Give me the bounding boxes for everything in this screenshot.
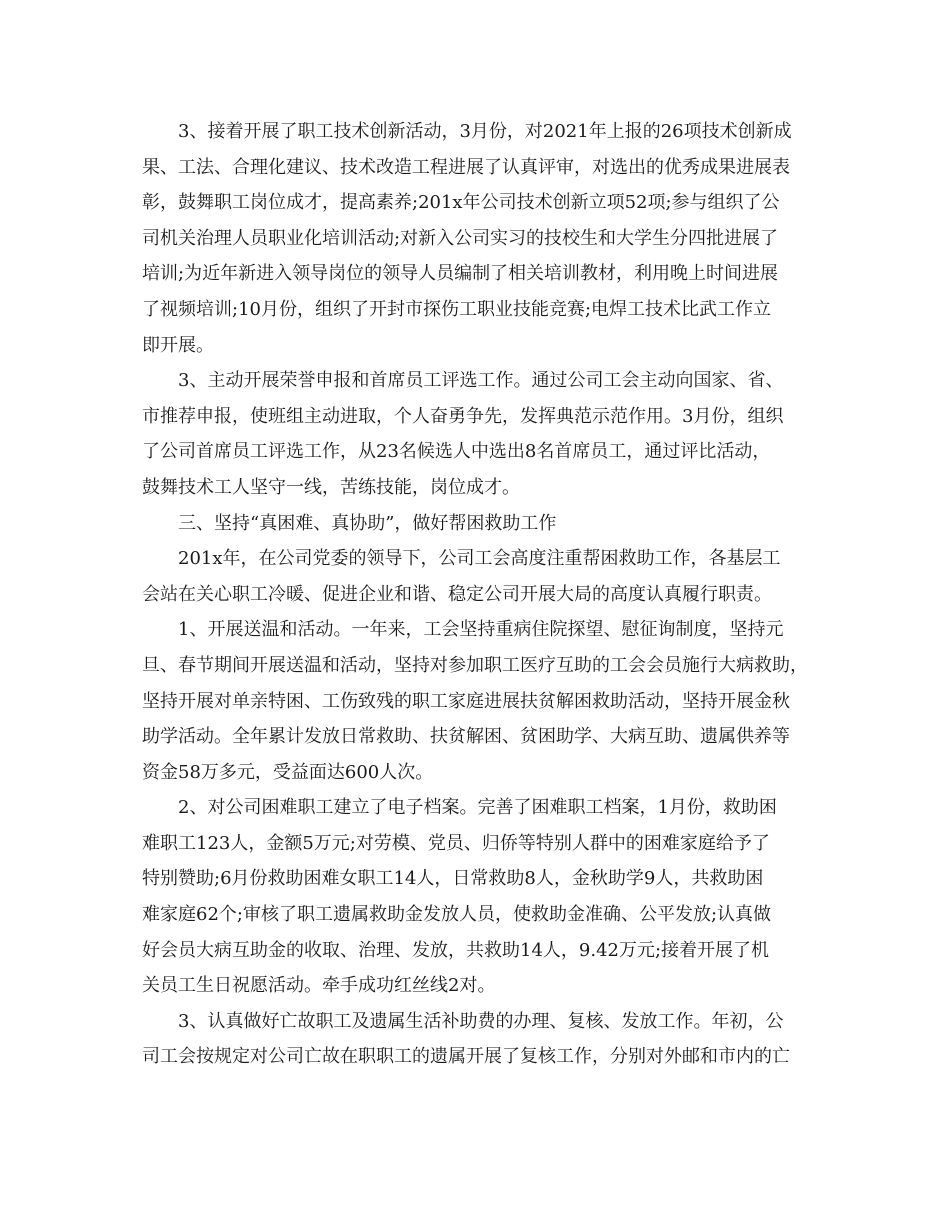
text-line: 201x年，在公司党委的领导下，公司工会高度注重帮困救助工作，各基层工 — [178, 548, 781, 570]
document-body — [142, 114, 808, 1075]
text-line: 培训;为近年新进入领导岗位的领导人员编制了相关培训教材，利用晚上时间进展 — [142, 263, 779, 285]
text-line: 2、对公司困难职工建立了电子档案。完善了困难职工档案，1月份，救助困 — [178, 797, 777, 819]
text-line: 难家庭62个;审核了职工遗属救助金发放人员，使救助金准确、公平发放;认真做 — [142, 904, 772, 926]
paragraph-warmth-activities — [142, 612, 808, 790]
paragraph-deceased-subsidy — [142, 1004, 808, 1075]
text-line: 坚持开展对单亲特困、工伤致残的职工家庭进展扶贫解困救助活动，坚持开展金秋 — [142, 690, 790, 712]
text-line: 彰，鼓舞职工岗位成才，提高素养;201x年公司技术创新立项52项;参与组织了公 — [142, 192, 780, 214]
section-heading-assistance — [142, 506, 808, 542]
paragraph-tech-innovation — [142, 114, 808, 363]
text-line: 旦、春节期间开展送温和活动，坚持对参加职工医疗互助的工会会员施行大病救助， — [142, 654, 808, 676]
text-line: 了公司首席员工评选工作，从23名候选人中选出8名首席员工，通过评比活动， — [142, 441, 771, 463]
text-line: 即开展。 — [142, 334, 214, 356]
text-line: 关员工生日祝愿活动。牵手成功红丝线2对。 — [142, 975, 496, 997]
text-line: 特别赞助;6月份救助困难女职工14人，日常救助8人，金秋助学9人，共救助困 — [142, 868, 764, 890]
text-line: 司机关治理人员职业化培训活动;对新入公司实习的技校生和大学生分四批进展了 — [142, 227, 779, 249]
text-line: 难职工123人，金额5万元;对劳模、党员、归侨等特别人群中的困难家庭给予了 — [142, 832, 770, 854]
text-line: 3、接着开展了职工技术创新活动，3月份，对2021年上报的26项技术创新成 — [178, 121, 792, 142]
paragraph-assistance-intro — [142, 541, 808, 612]
text-line: 了视频培训;10月份，组织了开封市探伤工职业技能竞赛;电焊工技术比武工作立 — [142, 298, 772, 320]
text-line: 会站在关心职工冷暖、促进企业和谐、稳定公司开展大局的高度认真履行职责。 — [142, 583, 772, 605]
paragraph-electronic-archives — [142, 790, 808, 1004]
text-line: 鼓舞技术工人坚守一线，苦练技能，岗位成才。 — [142, 476, 520, 498]
text-line: 市推荐申报，使班组主动进取，个人奋勇争先，发挥典范示范作用。3月份，组织 — [142, 405, 784, 427]
text-line: 司工会按规定对公司亡故在职职工的遗属开展了复核工作，分别对外邮和市内的亡 — [142, 1046, 790, 1068]
text-line: 3、主动开展荣誉申报和首席员工评选工作。通过公司工会主动向国家、省、 — [178, 370, 784, 392]
text-line: 1、开展送温和活动。一年来，工会坚持重病住院探望、慰征询制度，坚持元 — [178, 619, 784, 641]
text-line: 资金58万多元，受益面达600人次。 — [142, 761, 434, 783]
text-line: 3、认真做好亡故职工及遗属生活补助费的办理、复核、发放工作。年初，公 — [178, 1010, 784, 1032]
section-heading: 三、坚持“真困难、真协助”，做好帮困救助工作 — [178, 512, 557, 534]
text-line: 果、工法、合理化建议、技术改造工程进展了认真评审，对选出的优秀成果进展表 — [142, 156, 790, 178]
text-line: 好会员大病互助金的收取、治理、发放，共救助14人，9.42万元;接着开展了机 — [142, 939, 770, 961]
paragraph-honor-evaluation — [142, 363, 808, 505]
text-line: 助学活动。全年累计发放日常救助、扶贫解困、贫困助学、大病互助、遗属供养等 — [142, 726, 790, 748]
